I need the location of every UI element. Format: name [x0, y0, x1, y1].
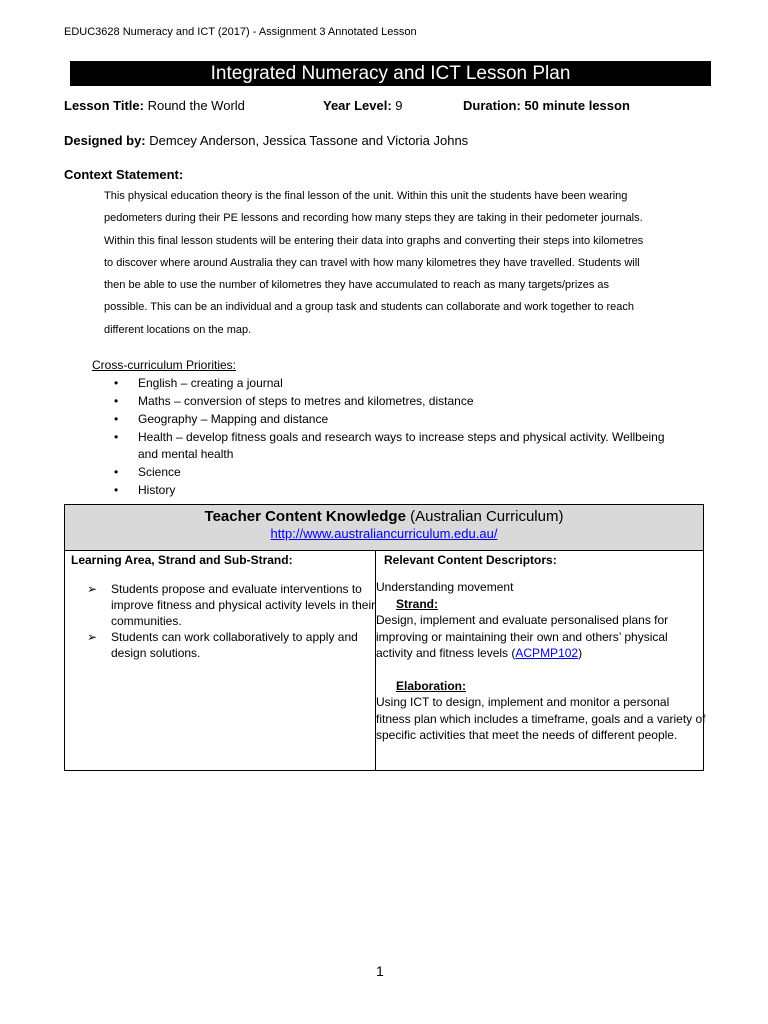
content-descriptors-column — [376, 551, 706, 771]
context-line: possible. This can be an individual and a group task and students can collaborate and work together to reach — [104, 301, 634, 314]
bullet-icon: • — [114, 483, 119, 497]
acpmp102-link[interactable]: ACPMP102 — [515, 646, 579, 660]
learning-area-list — [87, 581, 377, 661]
duration-value: 50 minute lesson — [524, 98, 630, 113]
arrow-bullet-icon: ➢ — [87, 630, 98, 644]
context-line: This physical education theory is the final lesson of the unit. Within this unit the students have been wearing — [104, 190, 628, 202]
list-item: ➢ Students propose and evaluate interventions to improve fitness and physical activity levels in their communities. — [87, 582, 376, 628]
context-line: Within this final lesson students will be entering their data into graphs and converting their steps into kilometres — [104, 234, 644, 247]
strand-label: Strand: — [396, 596, 438, 611]
context-statement-heading: Context Statement: — [64, 167, 184, 182]
table-title: Teacher Content Knowledge (Australian Curriculum) — [204, 508, 564, 525]
learning-area-heading: Learning Area, Strand and Sub-Strand: — [71, 553, 293, 567]
understanding-movement: Understanding movement — [376, 580, 514, 594]
bullet-icon: • — [114, 430, 119, 444]
elaboration-label: Elaboration: — [396, 678, 467, 693]
lesson-plan-title: Integrated Numeracy and ICT Lesson Plan — [70, 61, 711, 86]
list-item: • Maths – conversion of steps to metres and kilometres, distance — [114, 394, 474, 408]
bullet-icon: • — [114, 376, 119, 390]
designed-by-value: Demcey Anderson, Jessica Tassone and Victoria Johns — [149, 133, 469, 148]
context-line: then be able to use the number of kilometres they have accumulated to reach as many targets/prizes as — [104, 279, 610, 292]
bullet-icon: • — [114, 412, 119, 426]
cross-curriculum-heading: Cross-curriculum Priorities: — [92, 358, 237, 372]
context-line: pedometers during their PE lessons and recording how many steps they are taking in their pedometer journals. — [104, 212, 643, 225]
table-header — [65, 505, 703, 551]
page-number: 1 — [376, 963, 384, 979]
year-level-value: 9 — [395, 98, 403, 113]
list-item: • Science — [114, 465, 181, 479]
list-item: ➢ Students can work collaboratively to apply and design solutions. — [87, 630, 358, 660]
list-item: • Geography – Mapping and distance — [114, 412, 329, 426]
australian-curriculum-link[interactable]: http://www.australiancurriculum.edu.au/ — [270, 526, 498, 541]
content-descriptors-body — [376, 579, 706, 744]
designed-by-label: Designed by: — [64, 133, 146, 148]
list-item: • History — [114, 483, 176, 497]
learning-area-column — [65, 551, 376, 771]
teacher-content-knowledge-table — [64, 504, 704, 771]
document-header-note: EDUC3628 Numeracy and ICT (2017) - Assignment 3 Annotated Lesson — [64, 26, 417, 38]
arrow-bullet-icon: ➢ — [87, 582, 98, 596]
context-line: to discover where around Australia they can travel with how many kilometres they have travelled. Students will — [104, 256, 640, 269]
designed-by — [64, 133, 468, 148]
lesson-title-field — [64, 98, 245, 113]
year-level-label: Year Level: — [323, 98, 392, 113]
cross-curriculum-list — [114, 375, 674, 500]
lesson-title-value: Round the World — [147, 98, 245, 113]
elaboration-text: Using ICT to design, implement and monitor a personal fitness plan which includes a timeframe, goals and a variety of specific activities that meet the needs of different people. — [376, 695, 706, 742]
bullet-icon: • — [114, 465, 119, 479]
duration-field — [463, 98, 630, 113]
duration-label: Duration: — [463, 98, 521, 113]
strand-text: Design, implement and evaluate personalised plans for improving or maintaining their own and others’ physical activity and fitness levels (ACPMP102) — [376, 613, 669, 660]
list-item: • English – creating a journal — [114, 376, 283, 390]
context-statement-body — [104, 185, 704, 341]
context-line: different locations on the map. — [104, 323, 252, 336]
content-descriptors-heading: Relevant Content Descriptors: — [384, 553, 557, 567]
list-item: • Health – develop fitness goals and research ways to increase steps and physical activity. Wellbeing and mental health — [114, 430, 665, 461]
bullet-icon: • — [114, 394, 119, 408]
year-level-field — [323, 98, 403, 113]
lesson-title-label: Lesson Title: — [64, 98, 144, 113]
